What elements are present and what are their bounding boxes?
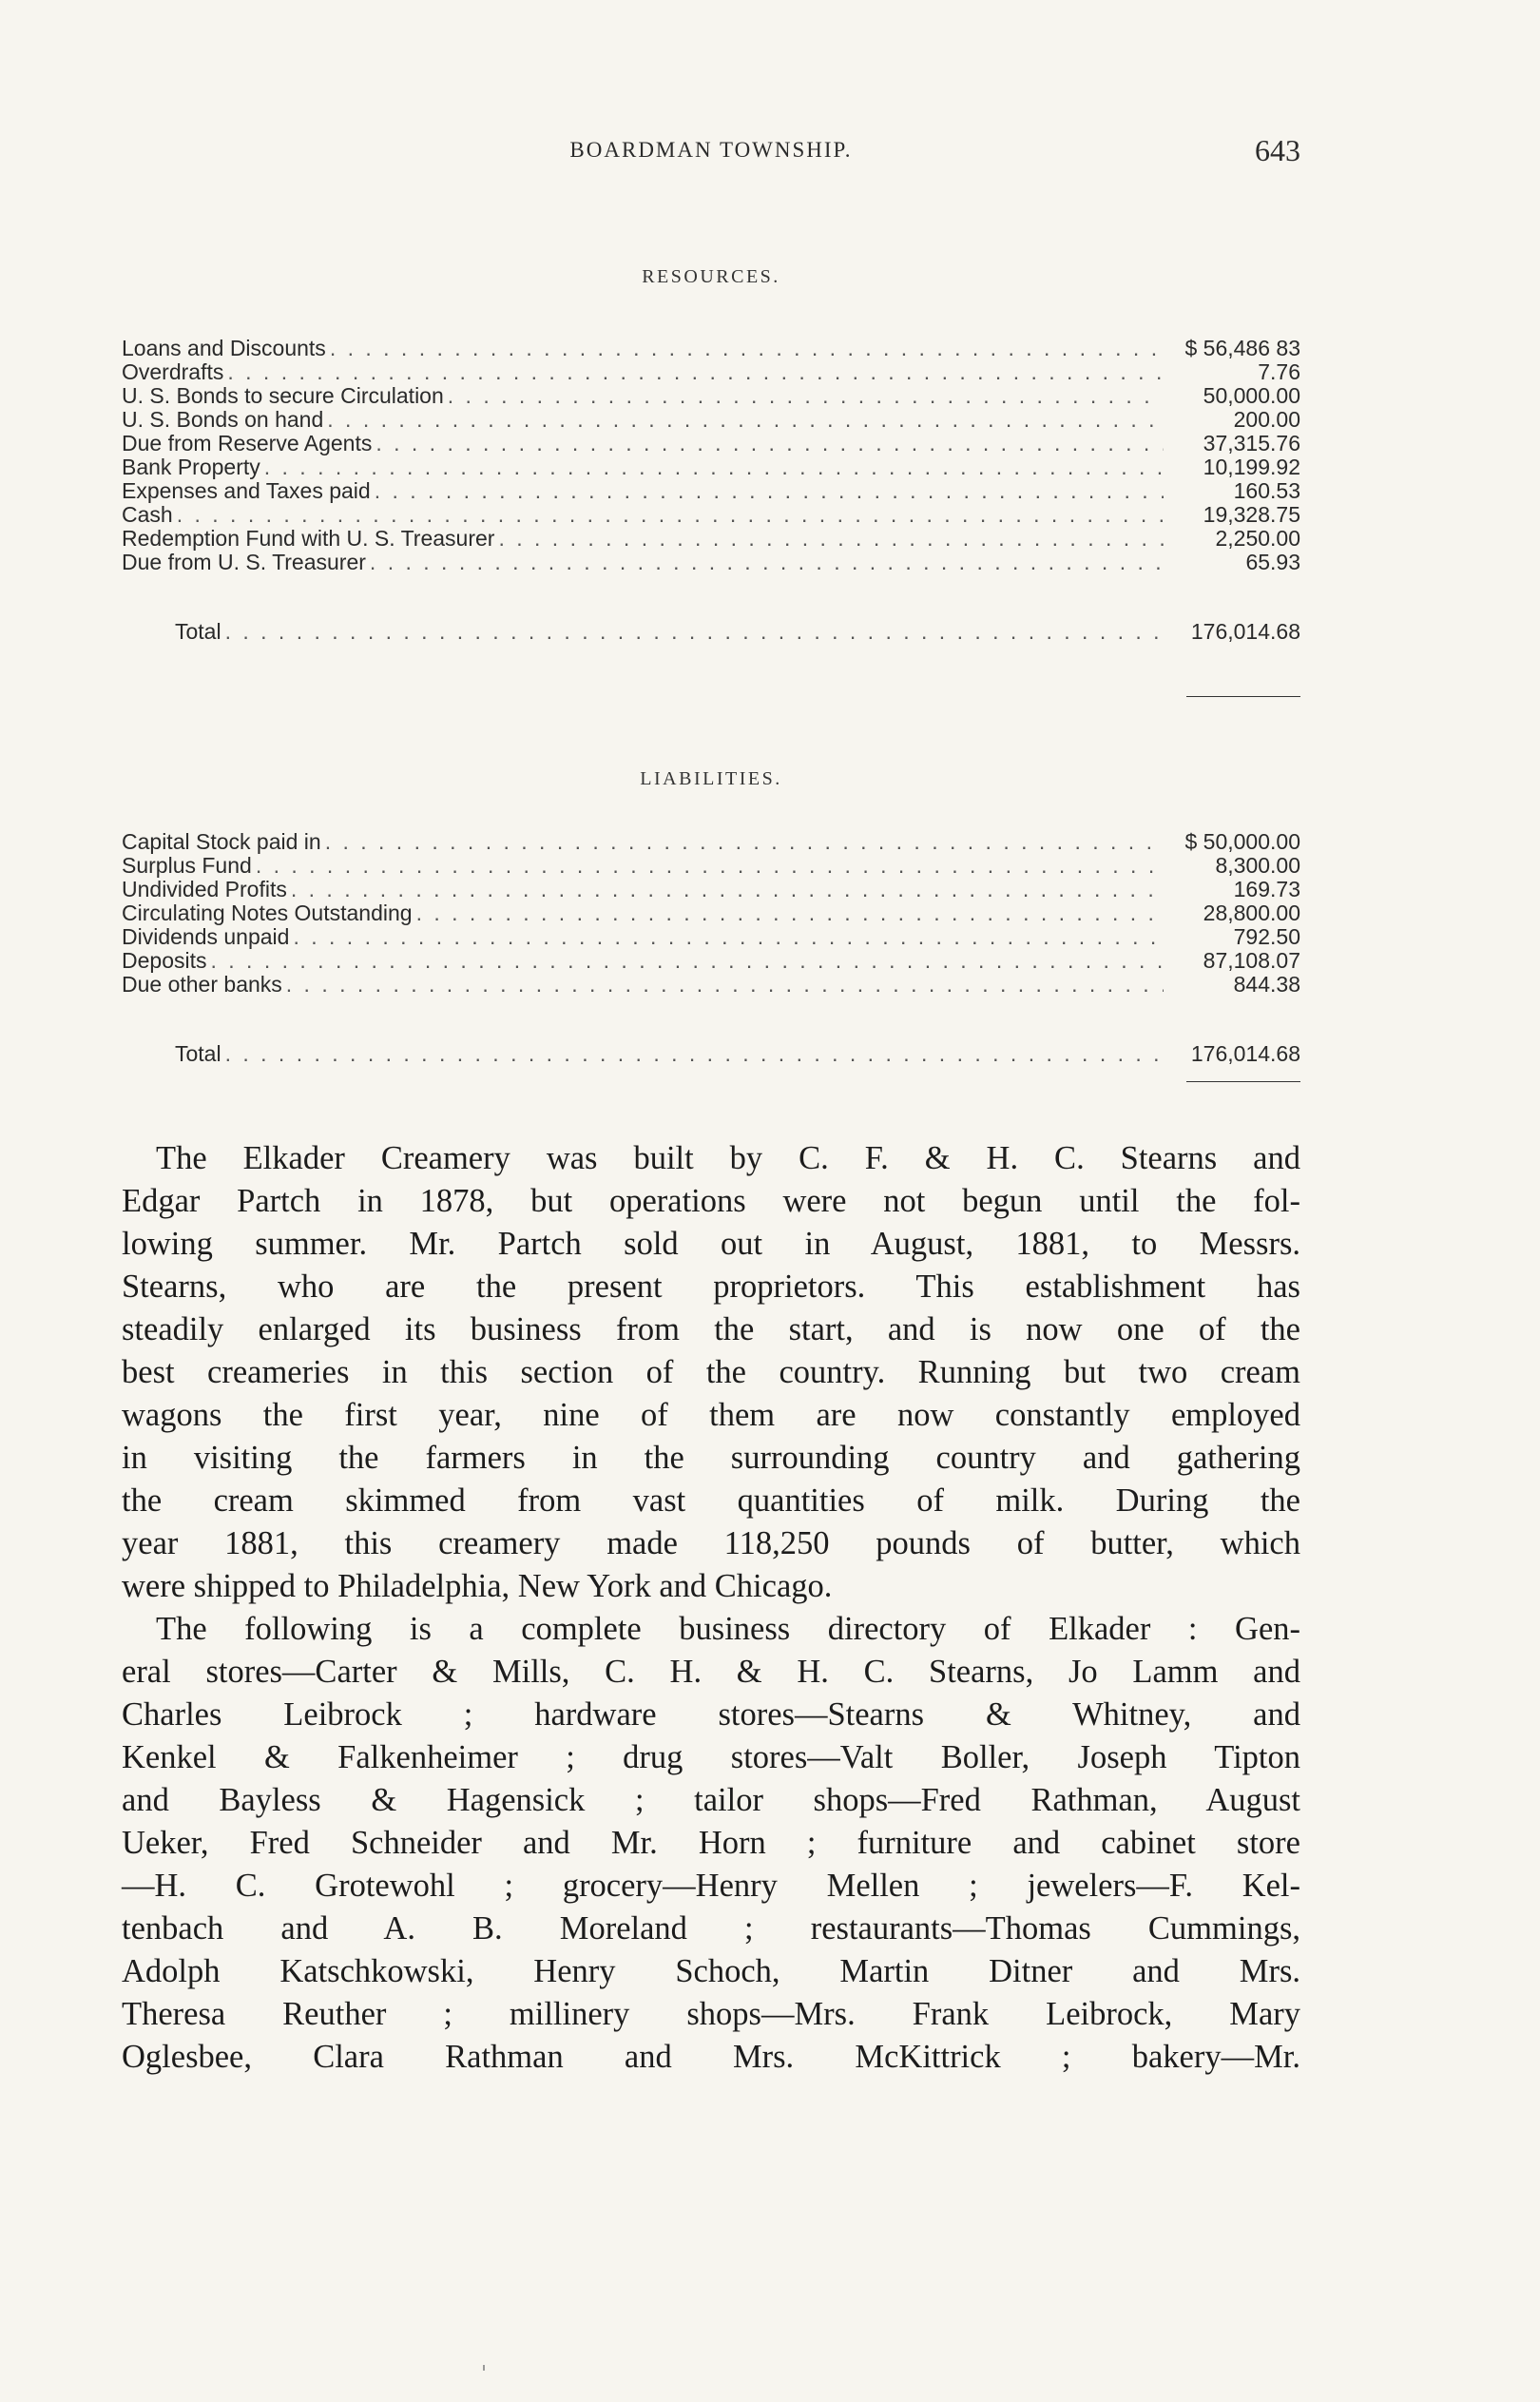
- liability-row: [122, 854, 1300, 878]
- total-rule: [1186, 1081, 1300, 1082]
- row-amount: 19,328.75: [1203, 502, 1300, 527]
- row-amount: $ 56,486 83: [1184, 336, 1300, 360]
- resources-total-row: [122, 620, 1300, 644]
- resource-row: [122, 360, 1300, 384]
- resource-row: [122, 551, 1300, 574]
- row-amount: 28,800.00: [1203, 901, 1300, 925]
- text-line: Edgar Partch in 1878, but operations were not begun until the fol-: [122, 1183, 1300, 1219]
- total-amount: 176,014.68: [1190, 1041, 1300, 1066]
- row-amount: 169.73: [1233, 877, 1300, 901]
- text-line: were shipped to Philadelphia, New York and Chicago.: [122, 1568, 833, 1604]
- text-line: Charles Leibrock ; hardware stores—Stearns & Whitney, and: [122, 1696, 1300, 1733]
- liability-row: [122, 878, 1300, 901]
- liability-row: [122, 925, 1300, 949]
- row-label: Loans and Discounts: [122, 336, 326, 360]
- liabilities-table: [122, 830, 1300, 1066]
- text-line: Kenkel & Falkenheimer ; drug stores—Valt Boller, Joseph Tipton: [122, 1739, 1300, 1775]
- row-amount: 37,315.76: [1203, 431, 1300, 455]
- row-amount: 844.38: [1233, 972, 1300, 997]
- row-label: Surplus Fund: [122, 853, 252, 878]
- resources-title: RESOURCES.: [642, 266, 780, 287]
- liability-row: [122, 973, 1300, 997]
- row-label: U. S. Bonds on hand: [122, 407, 324, 432]
- row-label: Redemption Fund with U. S. Treasurer: [122, 526, 495, 551]
- text-line: Stearns, who are the present proprietors. This establishment has: [122, 1269, 1300, 1305]
- liability-row: [122, 949, 1300, 973]
- text-line: Oglesbee, Clara Rathman and Mrs. McKittrick ; bakery—Mr.: [122, 2039, 1300, 2075]
- row-label: Dividends unpaid: [122, 924, 290, 949]
- row-amount: $ 50,000.00: [1184, 829, 1300, 854]
- row-amount: 65.93: [1245, 550, 1300, 574]
- resource-row: [122, 337, 1300, 360]
- row-amount: 8,300.00: [1215, 853, 1300, 878]
- row-amount: 50,000.00: [1203, 383, 1300, 408]
- text-line: Adolph Katschkowski, Henry Schoch, Martin Ditner and Mrs.: [122, 1953, 1300, 1989]
- text-line: Ueker, Fred Schneider and Mr. Horn ; furniture and cabinet store: [122, 1825, 1300, 1861]
- row-amount: 7.76: [1258, 359, 1300, 384]
- row-amount: 10,199.92: [1203, 455, 1300, 479]
- resource-row: [122, 432, 1300, 455]
- text-line: year 1881, this creamery made 118,250 pounds of butter, which: [122, 1525, 1300, 1561]
- row-label: Deposits: [122, 948, 207, 973]
- row-label: Overdrafts: [122, 359, 224, 384]
- resource-row: [122, 527, 1300, 551]
- row-label: U. S. Bonds to secure Circulation: [122, 383, 444, 408]
- liability-row: [122, 830, 1300, 854]
- row-label: Expenses and Taxes paid: [122, 478, 371, 503]
- running-head: BOARDMAN TOWNSHIP.: [569, 138, 853, 162]
- text-line: wagons the first year, nine of them are now constantly employed: [122, 1397, 1300, 1433]
- body-text: [122, 1137, 1300, 2079]
- liabilities-total-row: [122, 1042, 1300, 1066]
- resource-row: [122, 503, 1300, 527]
- row-label: Capital Stock paid in: [122, 829, 321, 854]
- row-label: Due from U. S. Treasurer: [122, 550, 366, 574]
- resource-row: [122, 408, 1300, 432]
- text-line: The following is a complete business directory of Elkader : Gen-: [156, 1611, 1300, 1647]
- row-label: Due from Reserve Agents: [122, 431, 373, 455]
- total-label: Total: [175, 1041, 221, 1066]
- row-amount: 200.00: [1233, 407, 1300, 432]
- text-line: best creameries in this section of the country. Running but two cream: [122, 1354, 1300, 1390]
- liabilities-title: LIABILITIES.: [640, 768, 782, 789]
- text-line: eral stores—Carter & Mills, C. H. & H. C. Stearns, Jo Lamm and: [122, 1654, 1300, 1690]
- text-line: the cream skimmed from vast quantities of milk. During the: [122, 1482, 1300, 1519]
- total-label: Total: [175, 619, 221, 644]
- resource-row: [122, 384, 1300, 408]
- row-amount: 160.53: [1233, 478, 1300, 503]
- text-line: steadily enlarged its business from the start, and is now one of the: [122, 1311, 1300, 1347]
- row-amount: 87,108.07: [1203, 948, 1300, 973]
- text-line: The Elkader Creamery was built by C. F. & H. C. Stearns and: [156, 1140, 1300, 1176]
- liability-row: [122, 901, 1300, 925]
- text-line: —H. C. Grotewohl ; grocery—Henry Mellen ; jewelers—F. Kel-: [122, 1868, 1300, 1904]
- resource-row: [122, 455, 1300, 479]
- row-label: Cash: [122, 502, 173, 527]
- text-line: Theresa Reuther ; millinery shops—Mrs. Frank Leibrock, Mary: [122, 1996, 1300, 2032]
- resource-row: [122, 479, 1300, 503]
- row-label: Undivided Profits: [122, 877, 287, 901]
- row-label: Due other banks: [122, 972, 282, 997]
- text-line: tenbach and A. B. Moreland ; restaurants—Thomas Cummings,: [122, 1910, 1300, 1947]
- text-line: and Bayless & Hagensick ; tailor shops—Fred Rathman, August: [122, 1782, 1300, 1818]
- row-label: Bank Property: [122, 455, 260, 479]
- total-amount: 176,014.68: [1190, 619, 1300, 644]
- resources-table: [122, 337, 1300, 644]
- total-rule: [1186, 696, 1300, 697]
- text-line: lowing summer. Mr. Partch sold out in August, 1881, to Messrs.: [122, 1226, 1300, 1262]
- row-amount: 792.50: [1233, 924, 1300, 949]
- print-mark: [483, 2365, 485, 2371]
- row-label: Circulating Notes Outstanding: [122, 901, 413, 925]
- text-line: in visiting the farmers in the surrounding country and gathering: [122, 1440, 1300, 1476]
- page-number: 643: [1255, 133, 1300, 167]
- row-amount: 2,250.00: [1215, 526, 1300, 551]
